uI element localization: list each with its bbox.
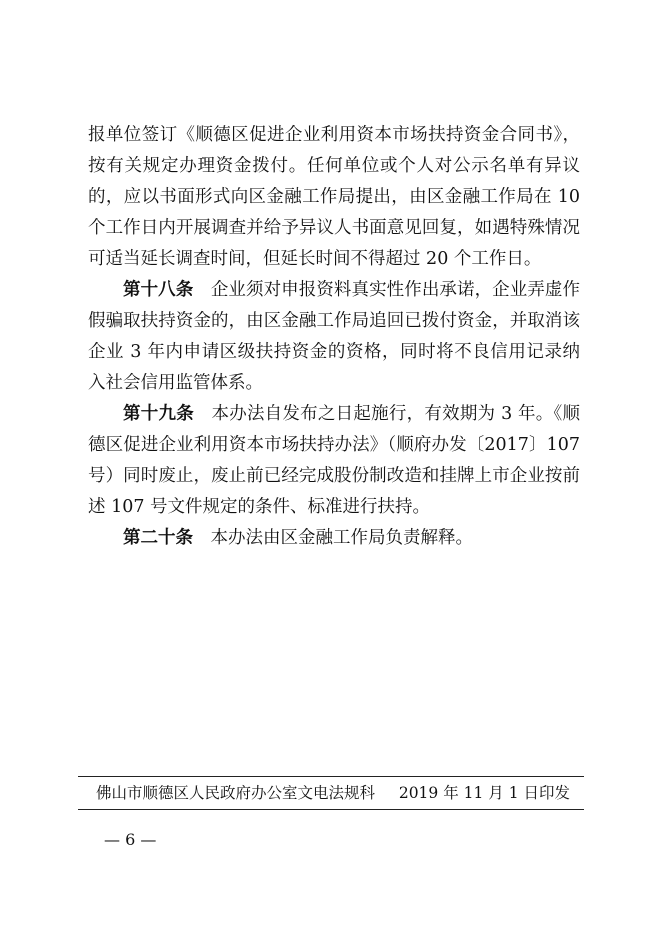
article-text: 本办法自发布之日起施行，有效期为 3 年。《顺德区促进企业利用资本市场扶持办法》（顺府办发〔2017〕107 号）同时废止，废止前已经完成股份制改造和挂牌上市企业按前述 107 号文件规定的条件、标准进行扶持。: [88, 404, 581, 517]
footer-top-rule: [78, 776, 584, 777]
continuation-paragraph: 报单位签订《顺德区促进企业利用资本市场扶持资金合同书》，按有关规定办理资金拨付。任何单位或个人对公示名单有异议的，应以书面形式向区金融工作局提出，由区金融工作局在 10 个工作日内开展调查并给予异议人书面意见回复，如遇特殊情况可适当延长调查时间，但延长时间不得超过 20 个工作日。: [88, 125, 580, 269]
article-18: [88, 275, 580, 399]
article-19: [88, 399, 580, 523]
document-body: [88, 120, 580, 554]
footer-date: 2019 年 11 月 1 日印发: [398, 784, 570, 802]
article-number: 第十九条: [123, 404, 194, 424]
article-text: 企业须对申报资料真实性作出承诺，企业弄虚作假骗取扶持资金的，由区金融工作局追回已拨付资金，并取消该企业 3 年内申请区级扶持资金的资格，同时将不良信用记录纳入社会信用监管体系。: [88, 280, 581, 393]
page-number: — 6 —: [104, 830, 157, 849]
footer-issuer: 佛山市顺德区人民政府办公室文电法规科: [96, 784, 376, 802]
article-text: 本办法由区金融工作局负责解释。: [210, 528, 473, 548]
footer-bottom-rule: [78, 809, 584, 810]
article-number: 第二十条: [123, 528, 193, 548]
article-number: 第十八条: [123, 280, 194, 300]
article-20: [88, 523, 580, 554]
